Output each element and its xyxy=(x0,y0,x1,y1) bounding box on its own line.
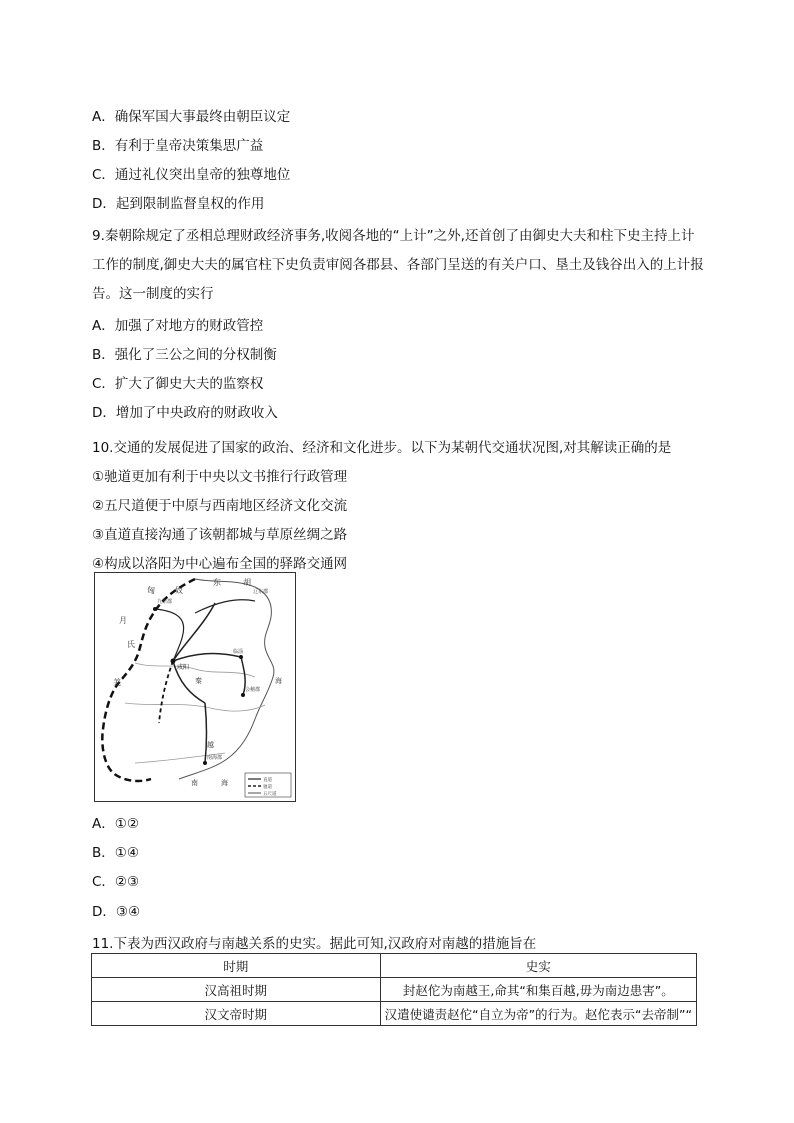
q9-option-d: D．增加了中央政府的财政收入 xyxy=(92,405,278,421)
q10-statement-4: ④构成以洛阳为中心遍布全国的驿路交通网 xyxy=(92,556,348,572)
map-label-sea: 海 xyxy=(275,677,282,685)
table-header-facts: 史实 xyxy=(380,954,696,978)
map-label-xiongnu-1: 匈 xyxy=(147,586,155,595)
map-label-linzi: 临淄 xyxy=(233,649,244,655)
q10-statement-1: ①驰道更加有利于中央以文书推行行政管理 xyxy=(92,469,348,485)
q11-stem: 11.下表为西汉政府与南越关系的史实。据此可知,汉政府对南越的措施旨在 xyxy=(92,936,537,952)
legend-label-chidao: 驰道 xyxy=(263,785,272,790)
table-row xyxy=(92,978,697,1002)
legend-label-wuchidao: 五尺道 xyxy=(263,792,277,797)
q8-option-c: C．通过礼仪突出皇帝的独尊地位 xyxy=(92,167,291,183)
city-nanhai xyxy=(203,761,207,765)
map-label-shi: 氏 xyxy=(127,640,135,649)
q10-stem: 10.交通的发展促进了国家的政治、经济和文化进步。以下为某朝代交通状况图,对其解读正确的是 xyxy=(92,440,672,456)
river-yellow xyxy=(135,663,255,677)
q10-option-c: C．②③ xyxy=(92,874,140,890)
map-label-jiuyuan: 九原郡 xyxy=(157,599,173,605)
map-label-yue2: 越 xyxy=(207,741,214,749)
map-label-yue: 月 xyxy=(119,616,127,625)
q8-option-a: A．确保军国大事最终由朝臣议定 xyxy=(92,109,291,125)
table-header-period: 时期 xyxy=(92,954,381,978)
road-east xyxy=(173,654,241,661)
map-label-xiongnu-2: 奴 xyxy=(175,586,183,595)
q10-option-d: D．③④ xyxy=(92,904,141,920)
table-header-row xyxy=(92,954,697,978)
q8-option-b: B．有利于皇帝决策集思广益 xyxy=(92,138,264,154)
map-label-nan: 南 xyxy=(191,779,198,787)
table-cell-fact: 封赵佗为南越王,命其“和集百越,毋为南边患害”。 xyxy=(380,978,696,1002)
q10-option-a: A．①② xyxy=(92,816,139,832)
map-label-qiang: 羌 xyxy=(113,678,121,687)
q8-option-d: D．起到限制监督皇权的作用 xyxy=(92,196,265,212)
q10-statement-2: ②五尺道便于中原与西南地区经济文化交流 xyxy=(92,498,348,514)
city-linzi xyxy=(239,655,243,659)
road-wuchidao xyxy=(159,661,173,723)
legend-label-zhidao: 直道 xyxy=(263,778,272,783)
table-cell-fact: 汉遣使谴责赵佗“自立为帝”的行为。赵佗表示“去帝制”“ xyxy=(380,1002,696,1026)
traffic-map-svg xyxy=(95,573,295,801)
map-label-hai: 海 xyxy=(221,779,228,787)
road-south xyxy=(205,703,207,763)
history-table xyxy=(91,953,697,1026)
map-label-qin: 秦 xyxy=(195,677,202,685)
table-cell-period: 汉文帝时期 xyxy=(92,1002,381,1026)
traffic-map xyxy=(94,572,296,802)
map-label-liaodong: 辽东郡 xyxy=(253,589,269,595)
city-kuaiji xyxy=(241,693,245,697)
map-label-kuaiji: 会稽郡 xyxy=(245,687,261,693)
q10-option-b: B．①④ xyxy=(92,845,139,861)
table-cell-period: 汉高祖时期 xyxy=(92,978,381,1002)
road-north xyxy=(173,603,215,661)
map-label-donghu-2: 胡 xyxy=(243,578,251,587)
table-row xyxy=(92,1002,697,1026)
map-label-donghu-1: 东 xyxy=(213,578,221,587)
city-xianyang xyxy=(171,659,176,664)
road-northeast xyxy=(195,600,255,613)
coastline xyxy=(179,579,274,779)
map-label-xianyang: 咸阳 xyxy=(177,664,190,671)
q9-option-a: A．加强了对地方的财政管控 xyxy=(92,318,264,334)
q9-option-b: B．强化了三公之间的分权制衡 xyxy=(92,347,277,363)
map-label-nanhai-jun: 南海郡 xyxy=(207,755,223,761)
river-yangtze xyxy=(125,703,265,711)
q10-statement-3: ③直道直接沟通了该朝都城与草原丝绸之路 xyxy=(92,527,348,543)
q9-stem: 9.秦朝除规定了丞相总理财政经济事务,收阅各地的“上计”之外,还首创了由御史大夫和柱下史主持上计工作的制度,御史大夫的属官柱下史负责审阅各郡县、各部门呈送的有关户口、垦土及钱谷出入的上计报告。这一制度的实行 xyxy=(92,228,704,302)
city-jiuyuan xyxy=(153,607,157,611)
q9-option-c: C．扩大了御史大夫的监察权 xyxy=(92,376,264,392)
